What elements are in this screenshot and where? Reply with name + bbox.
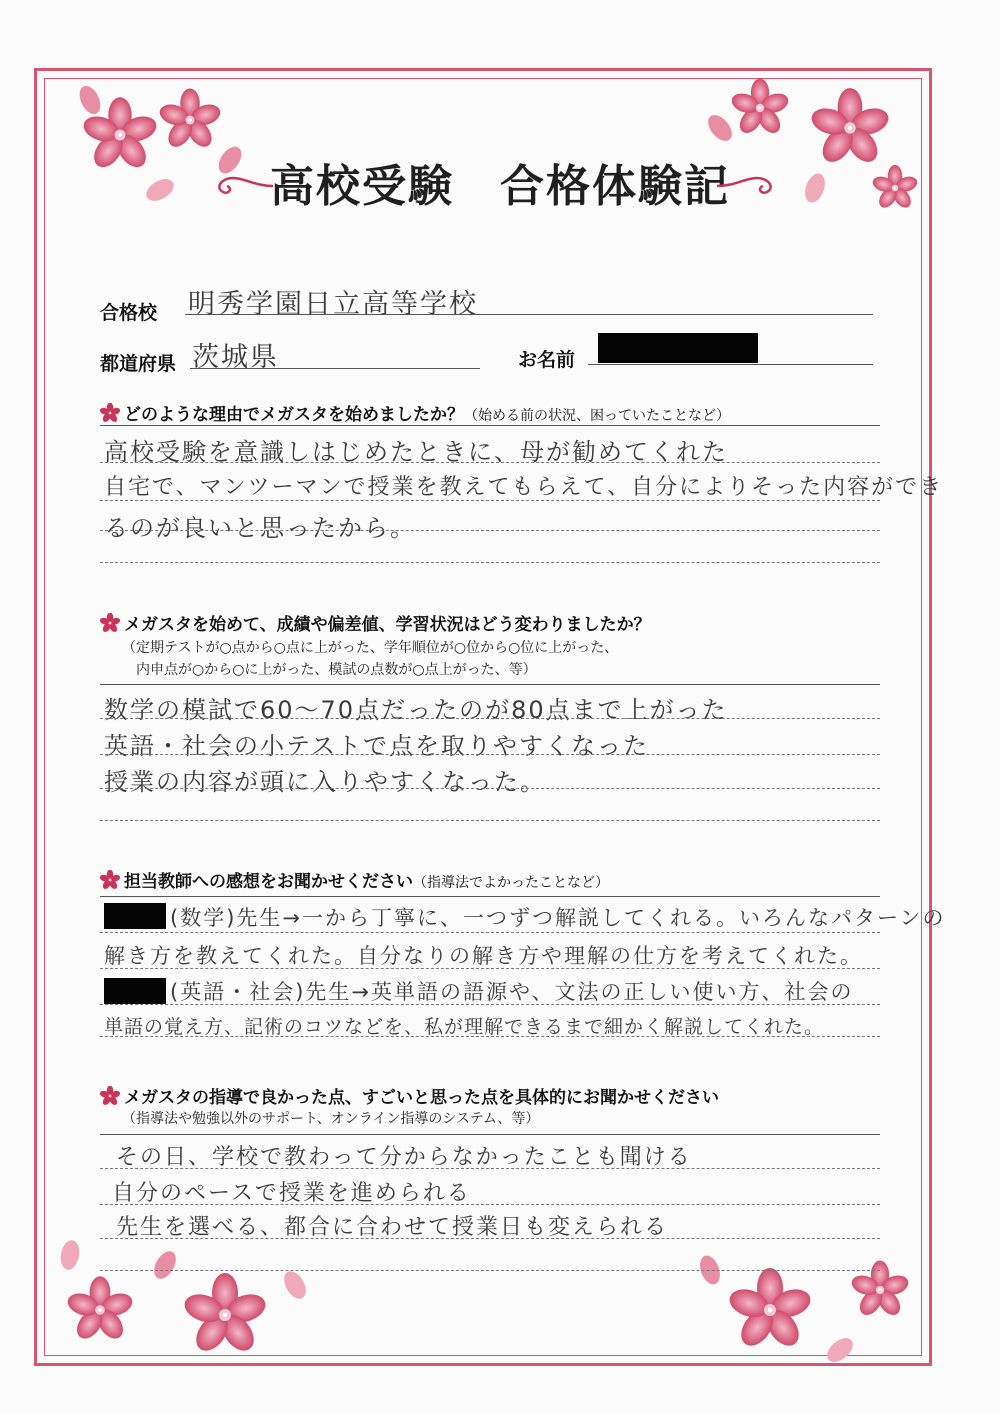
swirl-ornament-icon <box>205 168 275 198</box>
q1-rule <box>100 562 880 563</box>
q2-answer-2: 英語・社会の小テストで点を取りやすくなった <box>104 732 650 760</box>
q4-answer-3: 先生を選べる、都合に合わせて授業日も変えられる <box>116 1215 669 1240</box>
prefecture-underline <box>190 368 480 369</box>
q2-rule <box>100 820 880 821</box>
q4-answer-1: その日、学校で教わって分からなかったことも聞ける <box>116 1145 692 1170</box>
q4-rule <box>100 1204 880 1205</box>
school-label: 合格校 <box>100 302 158 324</box>
page-title: 高校受験 合格体験記 <box>270 161 730 212</box>
redacted-name <box>598 333 758 363</box>
sakura-icon <box>100 870 120 890</box>
q1-rule <box>100 530 880 531</box>
sakura-icon <box>100 613 120 633</box>
q3-answer-1: (数学)先生→一から丁寧に、一つずつ解説してくれる。いろんなパターンの <box>170 906 946 930</box>
q4-rule <box>100 1238 880 1239</box>
q2-rule <box>100 754 880 755</box>
q2-sub-1: （定期テストが○点から○点に上がった、学年順位が○位から○位に上がった、 <box>122 640 619 656</box>
q3-answer-3: (英語・社会)先生→英単語の語源や、文法の正しい使い方、社会の <box>170 980 854 1004</box>
q1-answer-1: 高校受験を意識しはじめたときに、母が勧めてくれた <box>104 438 728 466</box>
q1-question: どのような理由でメガスタを始めましたか？ <box>124 405 464 425</box>
school-underline <box>185 314 873 315</box>
q1-answer-2: 自宅で、マンツーマンで授業を教えてもらえて、自分によりそった内容ができ <box>104 475 944 500</box>
q4-rule <box>100 1168 880 1169</box>
q2-rule-top <box>100 684 880 685</box>
q2-sub-2: 内申点が○から○に上がった、模試の点数が○点上がった、等） <box>136 662 537 678</box>
q4-rule-top <box>100 1134 880 1135</box>
q2-rule <box>100 718 880 719</box>
q3-rule <box>100 968 880 969</box>
name-label: お名前 <box>518 349 576 371</box>
school-value: 明秀学園日立高等学校 <box>188 289 478 320</box>
name-underline <box>588 364 873 365</box>
q1-rule <box>100 500 880 501</box>
q4-rule <box>100 1270 880 1271</box>
q2-answer-1: 数学の模試で60〜70点だったのが80点まで上がった <box>104 696 728 724</box>
q3-answer-4: 単語の覚え方、記術のコツなどを、私が理解できるまで細かく解説してくれた。 <box>104 1016 825 1038</box>
q2-question: メガスタを始めて、成績や偏差値、学習状況はどう変わりましたか？ <box>124 615 651 635</box>
prefecture-label: 都道府県 <box>100 353 177 375</box>
prefecture-value: 茨城県 <box>192 342 279 373</box>
q4-question: メガスタの指導で良かった点、すごいと思った点を具体的にお聞かせください <box>124 1088 719 1108</box>
sakura-icon <box>55 1225 315 1365</box>
q3-note: （指導法でよかったことなど） <box>413 875 609 891</box>
q1-heading <box>100 400 730 425</box>
q3-answer-2: 解き方を教えてくれた。自分なりの解き方や理解の仕方を考えてくれた。 <box>104 944 863 968</box>
sakura-icon <box>100 403 120 423</box>
q2-rule <box>100 788 880 789</box>
q4-heading <box>100 1083 719 1108</box>
swirl-ornament-icon <box>715 168 785 198</box>
q3-question: 担当教師への感想をお聞かせください <box>124 872 413 892</box>
q3-rule <box>100 1036 880 1037</box>
redacted-teacher-name <box>104 903 166 929</box>
q3-rule-top <box>100 896 880 897</box>
q1-answer-3: るのが良いと思ったから。 <box>104 514 416 542</box>
q1-rule-top <box>100 425 880 426</box>
q2-heading <box>100 610 651 635</box>
q2-answer-3: 授業の内容が頭に入りやすくなった。 <box>104 768 546 796</box>
sakura-icon <box>680 1230 930 1365</box>
q3-rule <box>100 1004 880 1005</box>
q1-note: （始める前の状況、困っていたことなど） <box>464 408 730 424</box>
title-area <box>0 150 1000 220</box>
q4-sub-1: （指導法や勉強以外のサポート、オンライン指導のシステム、等） <box>122 1111 540 1127</box>
sakura-icon <box>100 1086 120 1106</box>
q3-heading <box>100 867 609 892</box>
q1-rule <box>100 462 880 463</box>
redacted-teacher-name <box>104 978 166 1004</box>
q3-rule <box>100 932 880 933</box>
q4-answer-2: 自分のペースで授業を進められる <box>112 1181 471 1206</box>
